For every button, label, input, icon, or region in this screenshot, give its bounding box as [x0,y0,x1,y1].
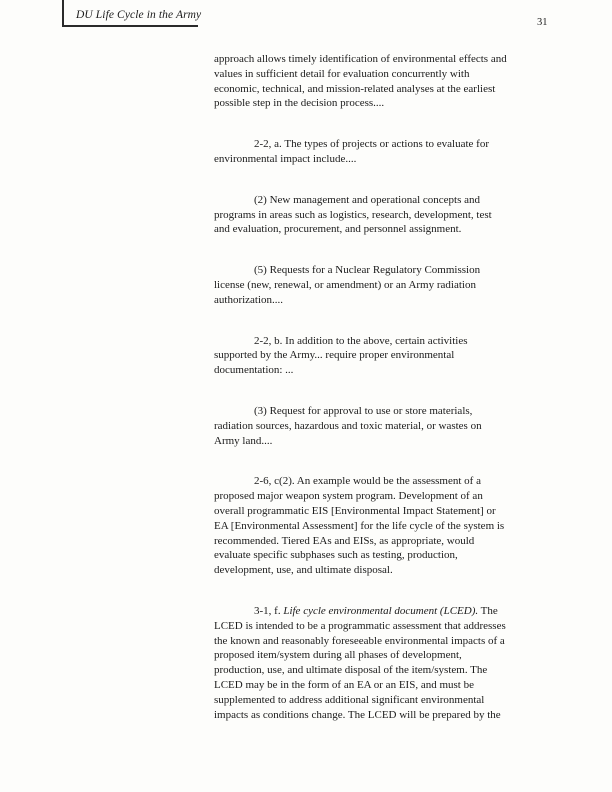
paragraph-item-2: (2) New management and operational concepts and programs in areas such as logistics, research, development, test and evaluation, procurement, and personnel assignment. [214,193,492,236]
running-title: DU Life Cycle in the Army [76,9,202,21]
page-number: 31 [537,17,548,28]
lced-rest-text: The LCED is intended to be a programmatic assessment that addresses the known and reasonably foreseeable environmental impacts of a proposed item/system during all phases of development, production, use, and ultimate disposal of the item/system. The LCED may be in the form of an EA or an EIS, and must be supplemented to address additional significant environmental impacts as conditions change. The LCED will be prepared by the [214,604,506,721]
paragraph-item-3: (3) Request for approval to use or store materials, radiation sources, hazardous and toxic material, or wastes on Army land.... [214,404,482,447]
paragraph-3-1-f-lced [214,604,507,722]
header-rule-horizontal [62,25,198,27]
lced-term-italic: Life cycle environmental document (LCED). [283,604,479,617]
header-rule-vertical [62,0,64,26]
page-body [214,52,507,722]
paragraph-intro: approach allows timely identification of environmental effects and values in sufficient detail for evaluation concurrently with economic, technical, and mission-related analyses at the earliest possible step in the decision process.... [214,53,507,110]
paragraph-2-2-b: 2-2, b. In addition to the above, certain activities supported by the Army... require proper environmental documentation: ... [214,334,468,377]
paragraph-item-5: (5) Requests for a Nuclear Regulatory Commission license (new, renewal, or amendment) or an Army radiation authorization.... [214,264,481,306]
lced-lead-text: 3-1, f. [254,604,284,617]
paragraph-2-6-c2: 2-6, c(2). An example would be the assessment of a proposed major weapon system program. Development of an overall programmatic EIS [Environmental Impact Statement] or EA [Environmental Assessment] for the life cycle of the system is recommended. Tiered EAs and EISs, as appropriate, would evaluate specific subphases such as testing, production, development, use, and ultimate disposal. [214,475,505,577]
paragraph-2-2-a: 2-2, a. The types of projects or actions to evaluate for environmental impact include.... [214,138,489,165]
